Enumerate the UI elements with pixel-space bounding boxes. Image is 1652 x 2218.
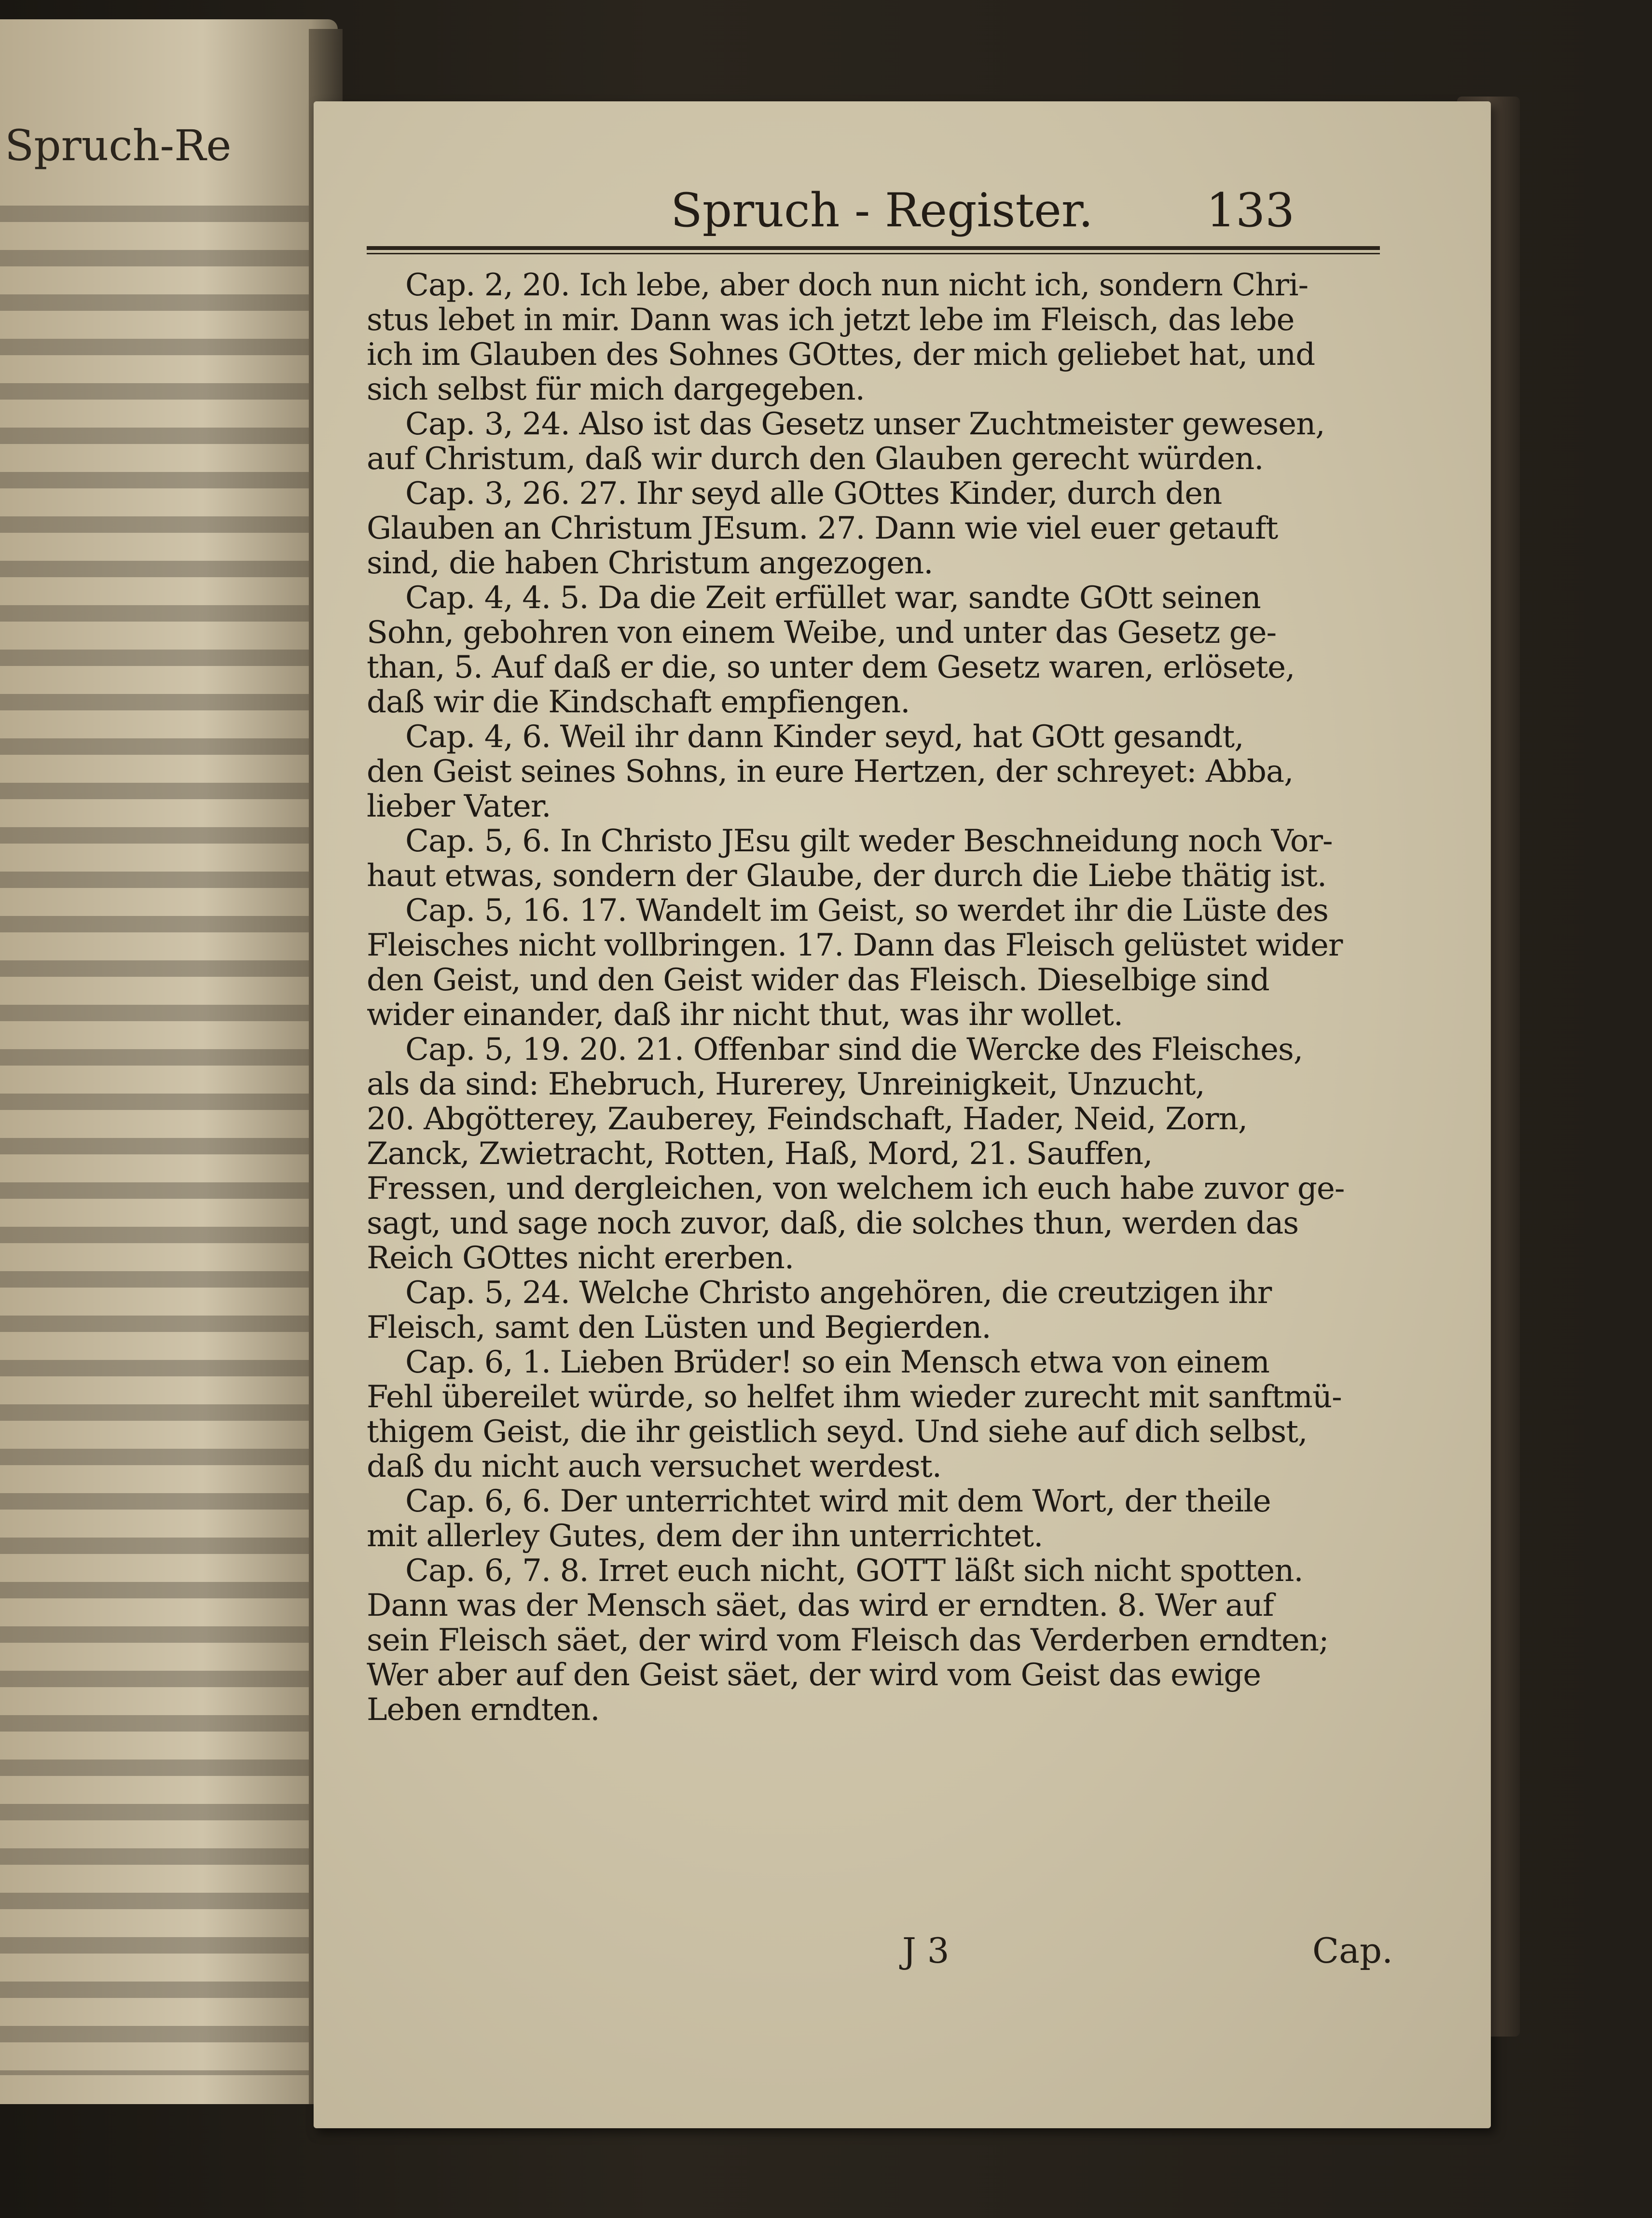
text-line: wider einander, daß ihr nicht thut, was ihr wollet. [367,998,1123,1032]
left-running-head: Spruch-Re [5,121,232,170]
header-rule [367,246,1380,250]
text-line: mit allerley Gutes, dem der ihn unterrichtet. [367,1519,1043,1553]
text-line: Cap. 3, 24. Also ist das Gesetz unser Zuchtmeister gewesen, [405,407,1325,442]
text-line: Fleisches nicht vollbringen. 17. Dann das Fleisch gelüstet wider [367,928,1343,963]
text-line: Fleisch, samt den Lüsten und Begierden. [367,1310,991,1345]
text-line: Dann was der Mensch säet, das wird er erndten. 8. Wer auf [367,1588,1274,1623]
text-line: stus lebet in mir. Dann was ich jetzt lebe im Fleisch, das lebe [367,303,1294,337]
text-line: Cap. 2, 20. Ich lebe, aber doch nun nicht ich, sondern Chri- [405,268,1308,303]
text-line: Fressen, und dergleichen, von welchem ich euch habe zuvor ge- [367,1171,1345,1206]
text-line: daß wir die Kindschaft empfiengen. [367,685,910,720]
text-line: Cap. 4, 6. Weil ihr dann Kinder seyd, hat GOtt gesandt, [405,720,1244,754]
text-line: lieber Vater. [367,789,551,824]
text-line: Leben erndten. [367,1692,600,1727]
catchword: Cap. [1312,1930,1393,1971]
text-line: Reich GOttes nicht ererben. [367,1241,794,1275]
text-line: als da sind: Ehebruch, Hurerey, Unreinigkeit, Unzucht, [367,1067,1205,1102]
text-line: daß du nicht auch versuchet werdest. [367,1449,942,1484]
text-line: Cap. 5, 16. 17. Wandelt im Geist, so werdet ihr die Lüste des [405,893,1328,928]
text-line: auf Christum, daß wir durch den Glauben gerecht würden. [367,442,1264,476]
text-line: Fehl übereilet würde, so helfet ihm wieder zurecht mit sanftmü- [367,1380,1342,1414]
text-line: Cap. 6, 1. Lieben Brüder! so ein Mensch etwa von einem [405,1345,1269,1380]
text-line: den Geist, und den Geist wider das Fleisch. Dieselbige sind [367,963,1269,998]
text-line: Cap. 5, 24. Welche Christo angehören, die creutzigen ihr [405,1275,1272,1310]
text-line: Cap. 5, 6. In Christo JEsu gilt weder Beschneidung noch Vor- [405,824,1333,859]
text-line: 20. Abgötterey, Zauberey, Feindschaft, Hader, Neid, Zorn, [367,1102,1248,1137]
text-line: Cap. 6, 7. 8. Irret euch nicht, GOTT läßt sich nicht spotten. [405,1553,1303,1588]
text-line: haut etwas, sondern der Glaube, der durch die Liebe thätig ist. [367,859,1327,893]
text-line: Sohn, gebohren von einem Weibe, und unter das Gesetz ge- [367,615,1277,650]
text-line: Glauben an Christum JEsum. 27. Dann wie viel euer getauft [367,511,1278,546]
text-line: Cap. 6, 6. Der unterrichtet wird mit dem Wort, der theile [405,1484,1271,1519]
signature-mark: J 3 [902,1930,950,1971]
text-line: Cap. 4, 4. 5. Da die Zeit erfüllet war, sandte GOtt seinen [405,581,1261,615]
text-line: Cap. 5, 19. 20. 21. Offenbar sind die Wercke des Fleisches, [405,1032,1303,1067]
text-line: sich selbst für mich dargegeben. [367,372,865,407]
body-text [367,268,1380,1727]
text-line: thigem Geist, die ihr geistlich seyd. Und siehe auf dich selbst, [367,1414,1308,1449]
text-line: sein Fleisch säet, der wird vom Fleisch das Verderben erndten; [367,1623,1329,1658]
text-line: Wer aber auf den Geist säet, der wird vom Geist das ewige [367,1658,1261,1692]
text-line: den Geist seines Sohns, in eure Hertzen, der schreyet: Abba, [367,754,1294,789]
running-title: Spruch - Register. [671,183,1093,237]
header-rule-thin [367,253,1380,254]
text-line: sind, die haben Christum angezogen. [367,546,933,581]
text-line: ich im Glauben des Sohnes GOttes, der mich geliebet hat, und [367,337,1315,372]
left-page-text-fragments [0,193,333,2075]
page-number: 133 [1206,183,1295,237]
text-line: Cap. 3, 26. 27. Ihr seyd alle GOttes Kinder, durch den [405,476,1222,511]
text-line: Zanck, Zwietracht, Rotten, Haß, Mord, 21. Sauffen, [367,1137,1153,1171]
text-line: than, 5. Auf daß er die, so unter dem Gesetz waren, erlösete, [367,650,1295,685]
facing-page-left [0,19,338,2104]
text-line: sagt, und sage noch zuvor, daß, die solches thun, werden das [367,1206,1299,1241]
